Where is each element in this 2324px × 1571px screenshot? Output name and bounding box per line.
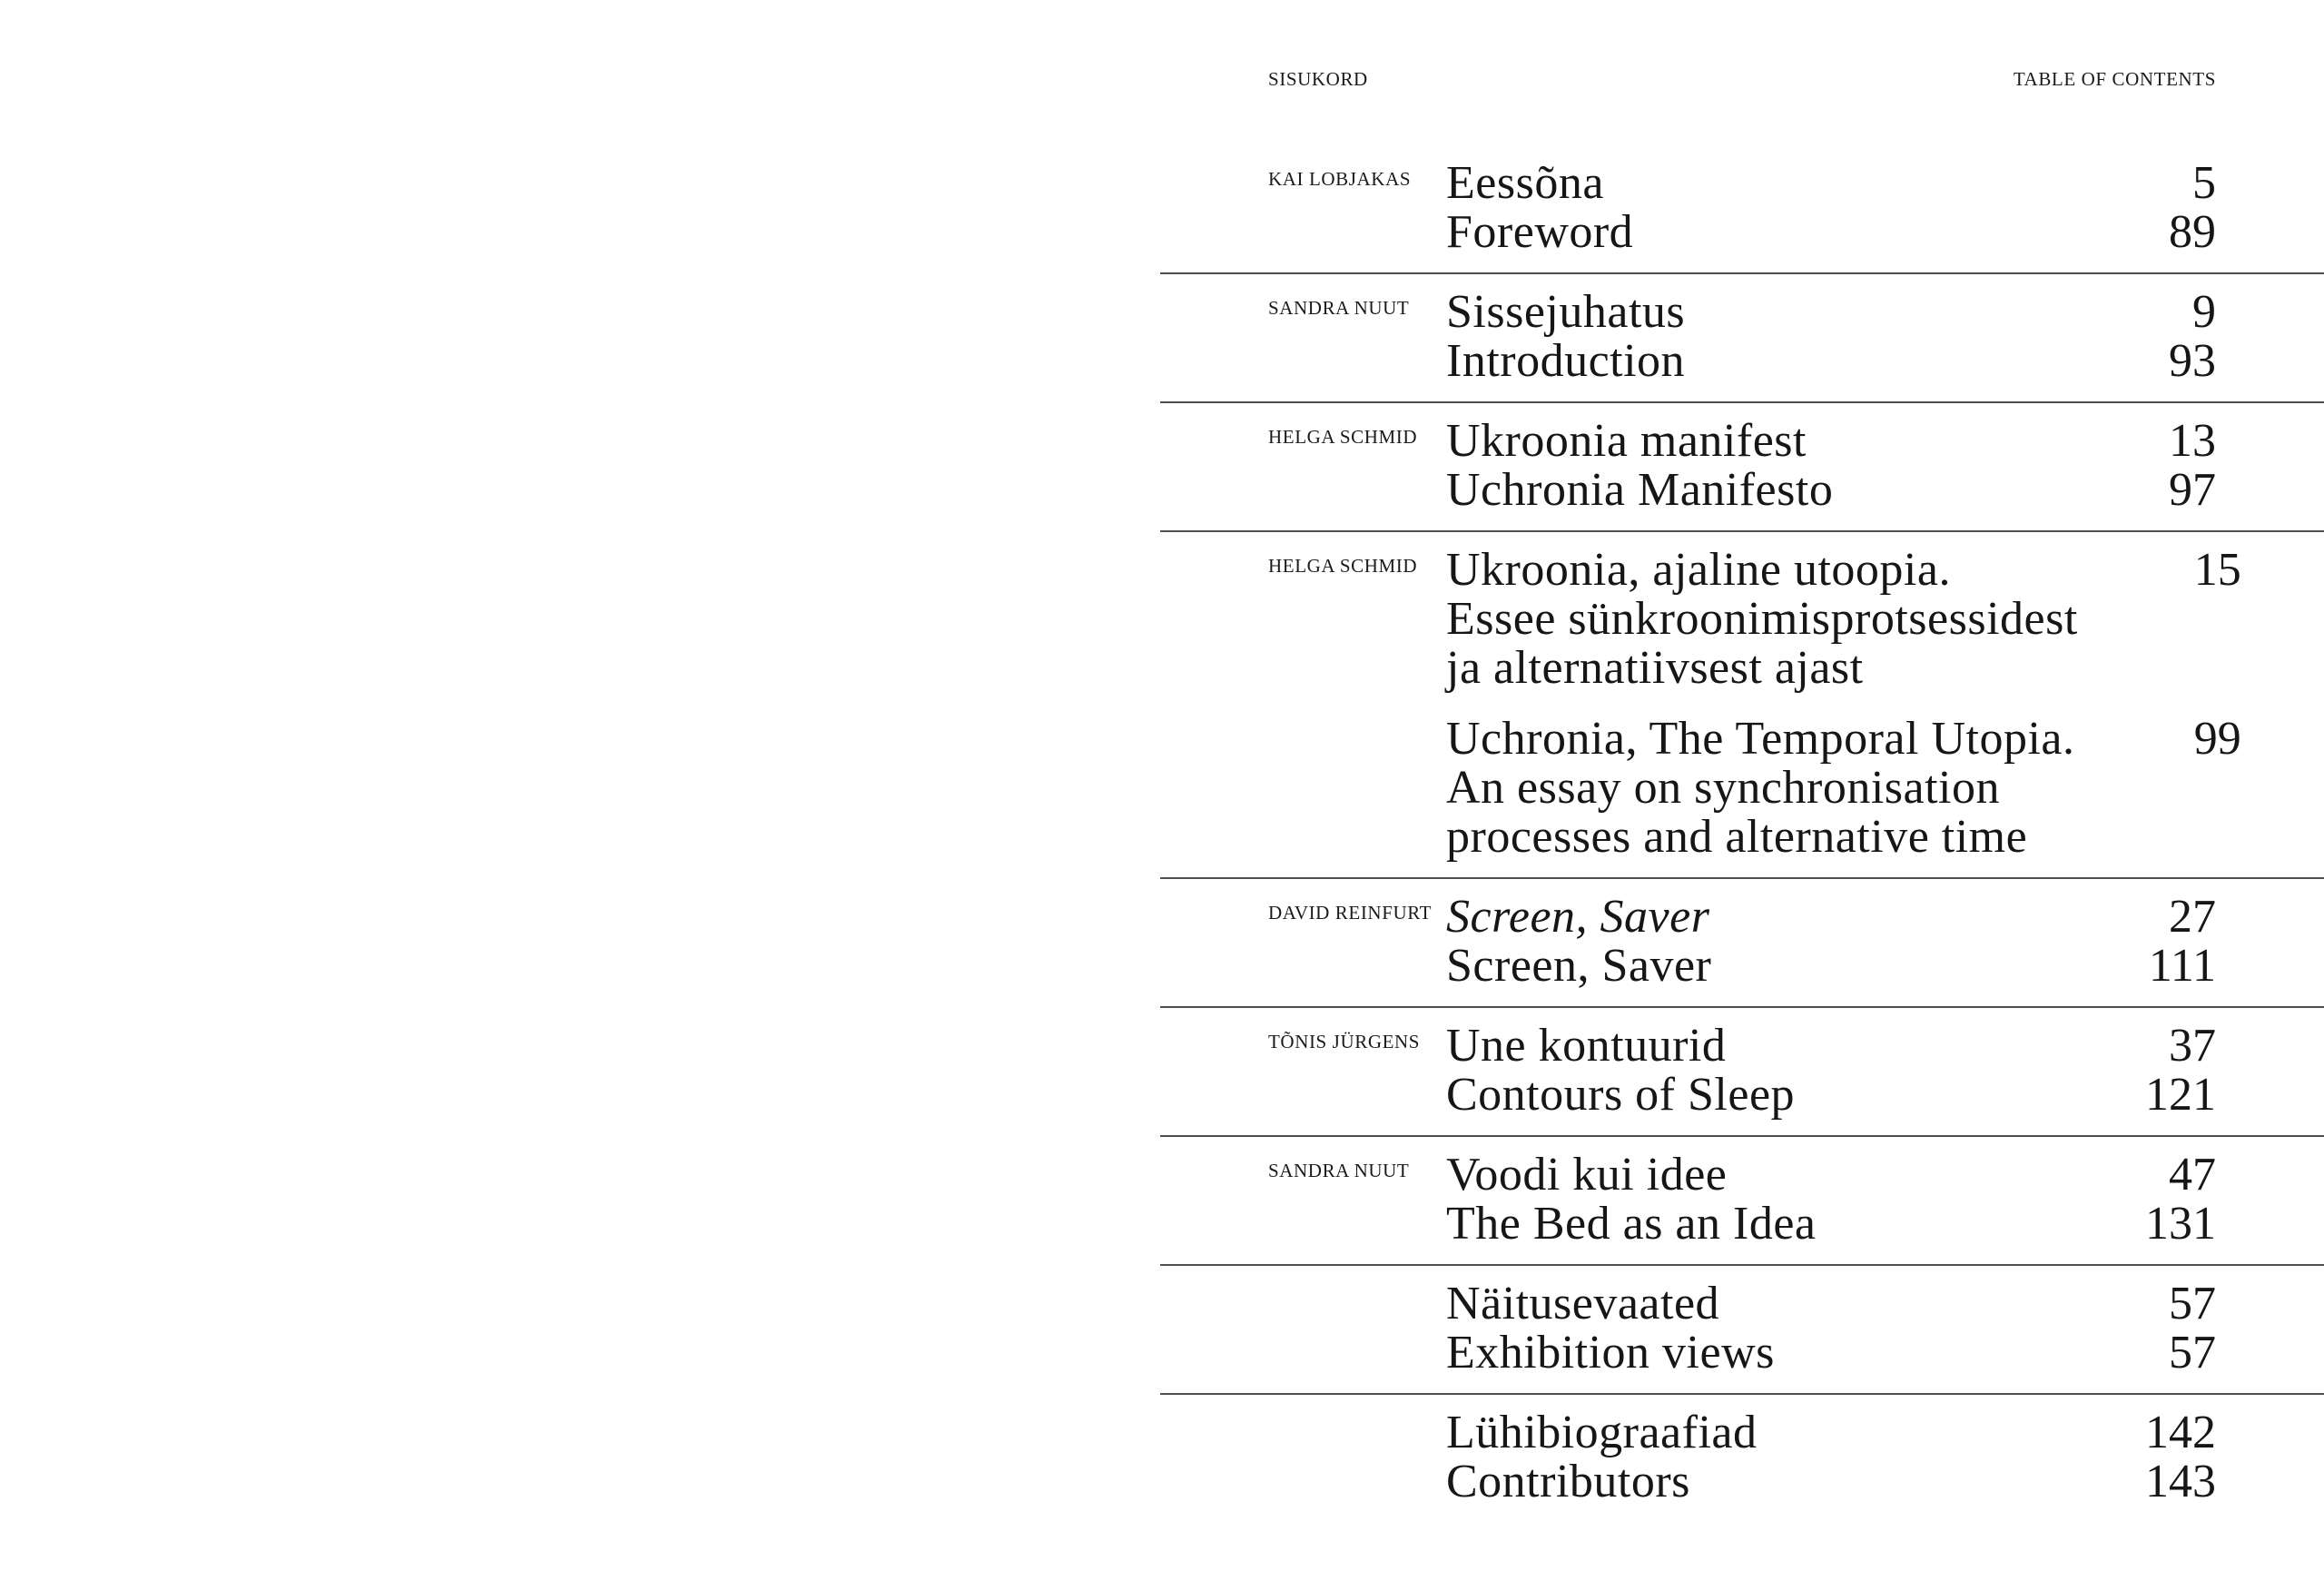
page-number: 27: [2169, 891, 2216, 943]
title-block: [1446, 466, 2324, 515]
title-line: ja alternatiivsest ajast: [1446, 642, 1864, 694]
page-number: 13: [2169, 415, 2216, 467]
title-line: Voodi kui idee: [1446, 1149, 1728, 1200]
page-number: 99: [2193, 713, 2241, 765]
title-lines: [1446, 893, 2053, 942]
toc-entry: [1160, 272, 2324, 401]
title-lines: [1446, 1329, 2053, 1378]
author-label: KAI LOBJAKAS: [1268, 168, 1412, 190]
title-line: Ukroonia manifest: [1446, 415, 1807, 467]
entry-blocks: [1446, 1408, 2324, 1507]
page-number: 89: [2169, 206, 2216, 258]
page-number: 5: [2192, 157, 2216, 209]
title-lines: [1446, 466, 2053, 515]
title-lines: [1446, 288, 2053, 337]
toc-header: [1160, 0, 2324, 90]
title-line: The Bed as an Idea: [1446, 1198, 1817, 1250]
title-block: [1446, 1408, 2324, 1457]
author-label: HELGA SCHMID: [1268, 555, 1418, 577]
author-label: DAVID REINFURT: [1268, 902, 1433, 924]
title-lines: [1446, 1022, 2053, 1071]
title-block: [1446, 159, 2324, 208]
title-line: Contributors: [1446, 1456, 1690, 1507]
author-label: HELGA SCHMID: [1268, 426, 1418, 448]
author-cell: [1160, 1022, 1446, 1052]
title-block: [1446, 288, 2324, 337]
title-lines: [1446, 715, 2078, 862]
title-line: Exhibition views: [1446, 1327, 1775, 1378]
title-lines: [1446, 1071, 2053, 1120]
title-lines: [1446, 208, 2053, 257]
title-lines: [1446, 1151, 2053, 1200]
title-line: Sissejuhatus: [1446, 286, 1686, 338]
page-number: 93: [2169, 335, 2216, 387]
title-lines: [1446, 546, 2078, 693]
title-block: [1446, 417, 2324, 466]
title-line: Foreword: [1446, 206, 1634, 258]
toc-entry: [1160, 1135, 2324, 1264]
title-line: Lühibiograafiad: [1446, 1407, 1758, 1458]
page-number: 111: [2148, 940, 2216, 992]
page-number: 57: [2169, 1278, 2216, 1329]
page-number: 57: [2169, 1327, 2216, 1378]
title-block: [1446, 942, 2324, 991]
author-cell: [1160, 417, 1446, 448]
page-number: 121: [2145, 1069, 2216, 1121]
title-lines: [1446, 337, 2053, 386]
page-number: 143: [2145, 1456, 2216, 1507]
title-lines: [1446, 417, 2053, 466]
title-line: Screen, Saver: [1446, 891, 1710, 943]
toc-entry: [1160, 145, 2324, 272]
title-block: [1446, 1022, 2324, 1071]
title-block: [1446, 1457, 2324, 1507]
title-block: [1446, 546, 2324, 693]
title-line: Introduction: [1446, 335, 1686, 387]
toc-header-estonian: SISUKORD: [1268, 68, 1368, 90]
title-block: [1446, 893, 2324, 942]
author-cell: [1160, 159, 1446, 190]
title-block: [1446, 337, 2324, 386]
entry-blocks: [1446, 1280, 2324, 1378]
entry-blocks: [1446, 1151, 2324, 1249]
title-block: [1446, 1151, 2324, 1200]
blank-left-page: [0, 0, 1160, 1571]
title-lines: [1446, 1200, 2053, 1249]
entry-blocks: [1446, 1022, 2324, 1120]
entry-blocks: [1446, 893, 2324, 991]
title-line: Uchronia, The Temporal Utopia.: [1446, 713, 2075, 765]
title-block: [1446, 715, 2324, 862]
title-line: Ukroonia, ajaline utoopia.: [1446, 544, 1951, 596]
title-line: Eessõna: [1446, 157, 1604, 209]
title-lines: [1446, 1457, 2053, 1507]
page-number: 142: [2145, 1407, 2216, 1458]
author-label: SANDRA NUUT: [1268, 297, 1410, 319]
author-cell: [1160, 288, 1446, 319]
title-block: [1446, 1071, 2324, 1120]
page-number: 131: [2145, 1198, 2216, 1250]
title-lines: [1446, 1408, 2053, 1457]
toc-entries: [1160, 145, 2324, 1522]
title-line: Uchronia Manifesto: [1446, 464, 1834, 516]
title-block: [1446, 208, 2324, 257]
author-cell: [1160, 893, 1446, 924]
page-number: 9: [2192, 286, 2216, 338]
toc-entry: [1160, 530, 2324, 877]
toc-entry: [1160, 877, 2324, 1006]
title-line: Screen, Saver: [1446, 940, 1712, 992]
title-line: An essay on synchronisation: [1446, 762, 2000, 814]
toc-entry: [1160, 1264, 2324, 1393]
entry-blocks: [1446, 288, 2324, 386]
author-label: SANDRA NUUT: [1268, 1160, 1410, 1181]
title-block: [1446, 1200, 2324, 1249]
page-number: 97: [2169, 464, 2216, 516]
author-cell: [1160, 546, 1446, 577]
author-label: TÕNIS JÜRGENS: [1268, 1031, 1421, 1052]
title-line: Essee sünkroonimisprotsessidest: [1446, 593, 2078, 645]
page-number: 15: [2193, 544, 2241, 596]
title-line: processes and alternative time: [1446, 811, 2028, 863]
title-line: Näitusevaated: [1446, 1278, 1720, 1329]
title-lines: [1446, 159, 2053, 208]
entry-blocks: [1446, 417, 2324, 515]
title-block: [1446, 1329, 2324, 1378]
toc-entry: [1160, 1393, 2324, 1522]
title-block: [1446, 1280, 2324, 1329]
toc-entry: [1160, 1006, 2324, 1135]
title-lines: [1446, 942, 2053, 991]
toc-entry: [1160, 401, 2324, 530]
toc-header-english: TABLE OF CONTENTS: [2013, 68, 2216, 90]
page-number: 47: [2169, 1149, 2216, 1200]
title-line: Une kontuurid: [1446, 1020, 1727, 1072]
page-number: 37: [2169, 1020, 2216, 1072]
entry-blocks: [1446, 546, 2324, 862]
title-line: Contours of Sleep: [1446, 1069, 1796, 1121]
toc-page: [1160, 0, 2324, 1571]
author-cell: [1160, 1151, 1446, 1181]
title-lines: [1446, 1280, 2053, 1329]
entry-blocks: [1446, 159, 2324, 257]
